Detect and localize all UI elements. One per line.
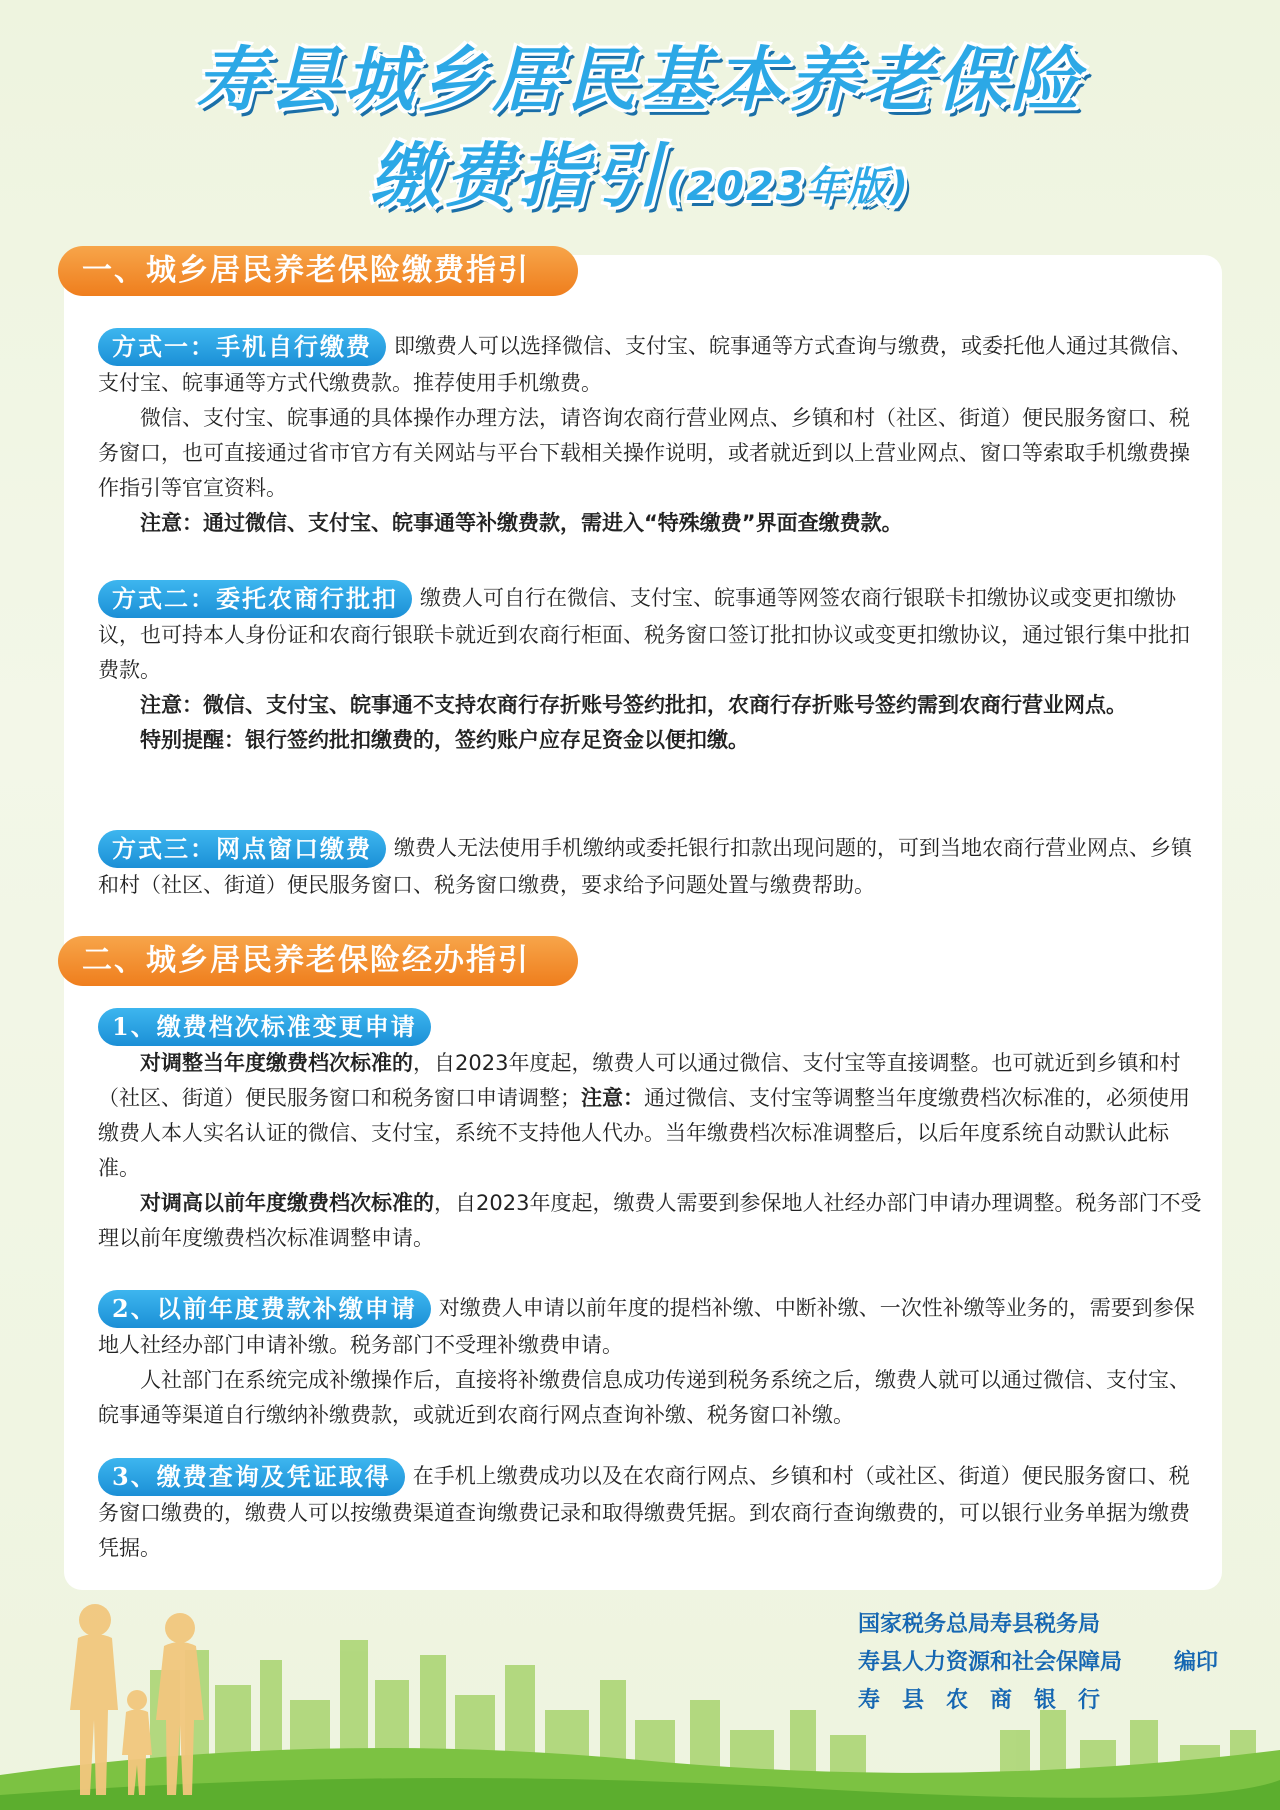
item3-text: 在手机上缴费成功以及在农商行网点、乡镇和村（或社区、街道）便民服务窗口、税务窗口缴费的，缴费人可以按缴费渠道查询缴费记录和取得缴费凭据。到农商行查询缴费的，可以银行业务单据为缴费凭据。	[98, 1464, 1190, 1560]
method1-text: 即缴费人可以选择微信、支付宝、皖事通等方式查询与缴费，或委托他人通过其微信、支付宝、皖事通等方式代缴费款。推荐使用手机缴费。	[98, 334, 1192, 395]
method2-reminder: 特别提醒：银行签约批扣缴费的，签约账户应存足资金以便扣缴。	[140, 728, 749, 752]
title-line2-main: 缴费指引	[370, 135, 667, 217]
method1-note: 注意：通过微信、支付宝、皖事通等补缴费款，需进入“特殊缴费”界面查缴费款。	[140, 511, 903, 535]
method2-text: 缴费人可自行在微信、支付宝、皖事通等网签农商行银联卡扣缴协议或变更扣缴协议，也可持本人身份证和农商行银联卡就近到农商行柜面、税务窗口签订批扣协议或变更扣缴协议，通过银行集中批扣费款。	[98, 586, 1190, 682]
poster-title	[0, 30, 1280, 237]
method1-label: 方式一：手机自行缴费	[98, 328, 386, 366]
item1-p2-text: ，自2023年度起，缴费人需要到参保地人社经办部门申请办理调整。税务部门不受理以前年度缴费档次标准调整申请。	[98, 1191, 1202, 1250]
item2-para2: 人社部门在系统完成补缴操作后，直接将补缴费信息成功传递到税务系统之后，缴费人就可以通过微信、支付宝、皖事通等渠道自行缴纳补缴费款，或就近到农商行网点查询补缴、税务窗口补缴。	[98, 1368, 1190, 1427]
item2-text: 对缴费人申请以前年度的提档补缴、中断补缴、一次性补缴等业务的，需要到参保地人社经办部门申请补缴。税务部门不受理补缴费申请。	[98, 1296, 1195, 1357]
item1-note-text: 通过微信、支付宝等调整当年度缴费档次标准的，必须使用缴费人本人实名认证的微信、支付宝，系统不支持他人代办。当年缴费档次标准调整后，以后年度系统自动默认此标准。	[98, 1086, 1190, 1180]
section2-heading: 二、城乡居民养老保险经办指引	[58, 936, 578, 986]
item1-p1-text: ，自2023年度起，缴费人可以通过微信、支付宝等直接调整。也可就近到乡镇和村（社区、街道）便民服务窗口和税务窗口申请调整；	[98, 1051, 1181, 1110]
item1-note-label: 注意：	[581, 1086, 644, 1110]
footer-compile-label: 编印	[1174, 1650, 1219, 1675]
item2-block	[98, 1290, 1210, 1433]
footer-org-bank: 寿 县 农 商 银 行	[858, 1688, 1101, 1713]
item3-block	[98, 1458, 1210, 1566]
footer-org-hr: 寿县人力资源和社会保障局	[858, 1650, 1123, 1675]
item1-block	[98, 1008, 1210, 1256]
method2-block	[98, 580, 1210, 758]
method2-note: 注意：微信、支付宝、皖事通不支持农商行存折账号签约批扣，农商行存折账号签约需到农商行营业网点。	[140, 693, 1127, 717]
method3-block	[98, 830, 1210, 903]
title-line2	[0, 126, 1280, 237]
item1-p2-bold: 对调高以前年度缴费档次标准的	[140, 1191, 434, 1215]
footer-org-tax: 国家税务总局寿县税务局	[858, 1612, 1101, 1637]
title-line1: 寿县城乡居民基本养老保险	[196, 39, 1084, 121]
method3-text: 缴费人无法使用手机缴纳或委托银行扣款出现问题的，可到当地农商行营业网点、乡镇和村（社区、街道）便民服务窗口、税务窗口缴费，要求给予问题处置与缴费帮助。	[98, 836, 1192, 897]
item3-label: 3、缴费查询及凭证取得	[98, 1458, 405, 1496]
item2-label: 2、以前年度费款补缴申请	[98, 1290, 431, 1328]
footer-organizations	[858, 1606, 1238, 1720]
method1-block	[98, 328, 1210, 541]
method1-para2: 微信、支付宝、皖事通的具体操作办理方法，请咨询农商行营业网点、乡镇和村（社区、街道）便民服务窗口、税务窗口，也可直接通过省市官方有关网站与平台下载相关操作说明，或者就近到以上营业网点、窗口等索取手机缴费操作指引等官宣资料。	[98, 406, 1190, 500]
item1-label: 1、缴费档次标准变更申请	[98, 1008, 431, 1046]
section1-heading: 一、城乡居民养老保险缴费指引	[58, 246, 578, 296]
title-edition: (2023年版)	[666, 164, 910, 210]
item1-p1-bold: 对调整当年度缴费档次标准的	[140, 1051, 413, 1075]
method2-label: 方式二：委托农商行批扣	[98, 580, 412, 618]
method3-label: 方式三：网点窗口缴费	[98, 830, 386, 868]
